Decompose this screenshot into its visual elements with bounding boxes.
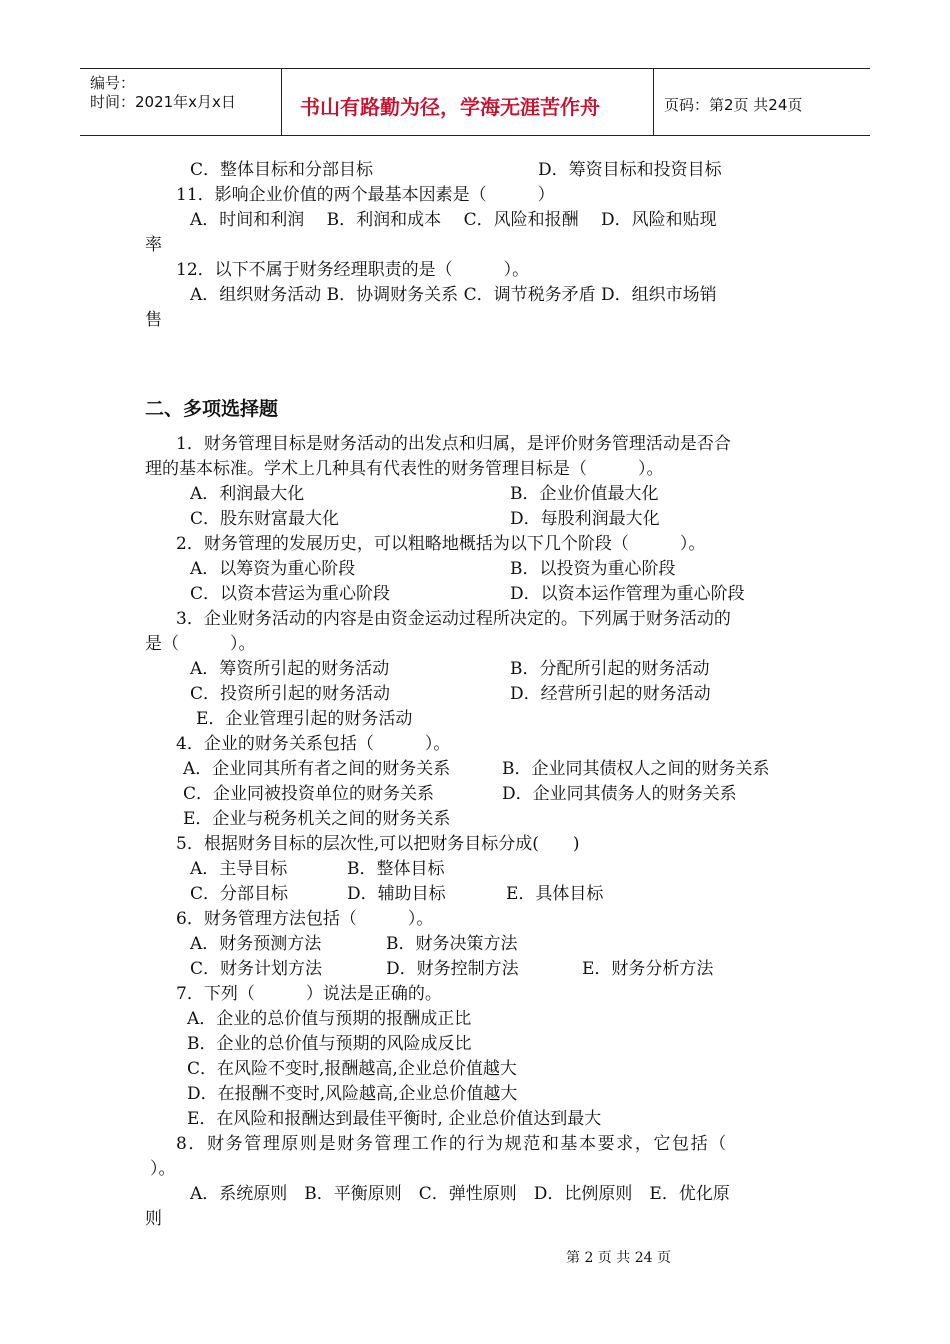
option-line: C．分部目标 xyxy=(190,884,289,904)
option-line: D．财务控制方法 xyxy=(386,959,519,979)
question-line: 8．财务管理原则是财务管理工作的行为规范和基本要求，它包括（ xyxy=(176,1134,728,1154)
question-line: 2．财务管理的发展历史，可以粗略地概括为以下几个阶段（ ）。 xyxy=(176,534,706,554)
option-line: D．在报酬不变时,风险越高,企业总价值越大 xyxy=(187,1084,518,1104)
option-line: C．企业同被投资单位的财务关系 xyxy=(183,784,435,804)
question-line: 理的基本标准。学术上几种具有代表性的财务管理目标是（ ）。 xyxy=(145,459,664,479)
option-line: A．组织财务活动 B．协调财务关系 C．调节税务矛盾 D．组织市场销 xyxy=(190,285,717,305)
option-line: B．企业价值最大化 xyxy=(510,484,659,504)
question-line: 7．下列（ ）说法是正确的。 xyxy=(176,984,442,1004)
option-line: C．股东财富最大化 xyxy=(190,509,340,529)
option-line: D．以资本运作管理为重心阶段 xyxy=(510,584,745,604)
page-footer: 第 2 页 共 24 页 xyxy=(566,1250,671,1266)
header-divider xyxy=(281,69,282,135)
option-line: D．每股利润最大化 xyxy=(510,509,660,529)
motto: 书山有路勤为径，学海无涯苦作舟 xyxy=(300,95,600,119)
text-line: 售 xyxy=(145,310,162,330)
option-line: E．具体目标 xyxy=(506,884,604,904)
question-line: 6．财务管理方法包括（ ）。 xyxy=(176,909,434,929)
number-label: 编号： xyxy=(90,74,136,92)
question-line: 3．企业财务活动的内容是由资金运动过程所决定的。下列属于财务活动的 xyxy=(176,609,731,629)
option-line: E．企业与税务机关之间的财务关系 xyxy=(183,809,451,829)
option-line: A．利润最大化 xyxy=(190,484,305,504)
option-line: D．辅助目标 xyxy=(347,884,446,904)
time-label: 时间：2021年x月x日 xyxy=(90,93,236,111)
option-line: C．在风险不变时,报酬越高,企业总价值越大 xyxy=(187,1059,517,1079)
option-line: D．筹资目标和投资目标 xyxy=(538,160,722,180)
section-heading: 二、多项选择题 xyxy=(145,398,279,420)
text-line: 则 xyxy=(145,1209,162,1229)
option-line: B．整体目标 xyxy=(347,859,445,879)
option-line: E．财务分析方法 xyxy=(582,959,714,979)
option-line: E．在风险和报酬达到最佳平衡时, 企业总价值达到最大 xyxy=(187,1109,602,1129)
option-line: A．时间和利润 B．利润和成本 C．风险和报酬 D．风险和贴现 xyxy=(190,210,717,230)
option-line: B．企业同其债权人之间的财务关系 xyxy=(502,759,770,779)
option-line: E．企业管理引起的财务活动 xyxy=(196,709,413,729)
option-line: A．主导目标 xyxy=(190,859,288,879)
text-line: 率 xyxy=(145,235,162,255)
question-line: 1．财务管理目标是财务活动的出发点和归属，是评价财务管理活动是否合 xyxy=(176,434,731,454)
option-line: A．以筹资为重心阶段 xyxy=(190,559,356,579)
option-line: A．企业的总价值与预期的报酬成正比 xyxy=(187,1009,472,1029)
question-line: 5．根据财务目标的层次性,可以把财务目标分成( ) xyxy=(176,834,580,854)
question-line: ）。 xyxy=(150,1159,176,1179)
option-line: C．财务计划方法 xyxy=(190,959,323,979)
option-line: B．财务决策方法 xyxy=(386,934,518,954)
option-line: D．企业同其债务人的财务关系 xyxy=(502,784,737,804)
option-line: B．分配所引起的财务活动 xyxy=(510,659,710,679)
option-line: D．经营所引起的财务活动 xyxy=(510,684,711,704)
question-line: 12．以下不属于财务经理职责的是（ ）。 xyxy=(176,260,530,280)
option-line: B．企业的总价值与预期的风险成反比 xyxy=(187,1034,472,1054)
option-line: C．以资本营运为重心阶段 xyxy=(190,584,391,604)
question-line: 11．影响企业价值的两个最基本因素是（ ） xyxy=(176,185,555,205)
question-line: 是（ ）。 xyxy=(145,634,256,654)
option-line: A．系统原则 B．平衡原则 C．弹性原则 D．比例原则 E．优化原 xyxy=(190,1184,730,1204)
option-line: A．筹资所引起的财务活动 xyxy=(190,659,390,679)
option-line: C．投资所引起的财务活动 xyxy=(190,684,391,704)
page-info: 页码：第2页 共24页 xyxy=(664,96,803,114)
option-line: A．财务预测方法 xyxy=(190,934,322,954)
option-line: A．企业同其所有者之间的财务关系 xyxy=(183,759,451,779)
option-line: C．整体目标和分部目标 xyxy=(190,160,374,180)
option-line: B．以投资为重心阶段 xyxy=(510,559,676,579)
question-line: 4．企业的财务关系包括（ ）。 xyxy=(176,734,451,754)
header-divider xyxy=(653,69,654,135)
